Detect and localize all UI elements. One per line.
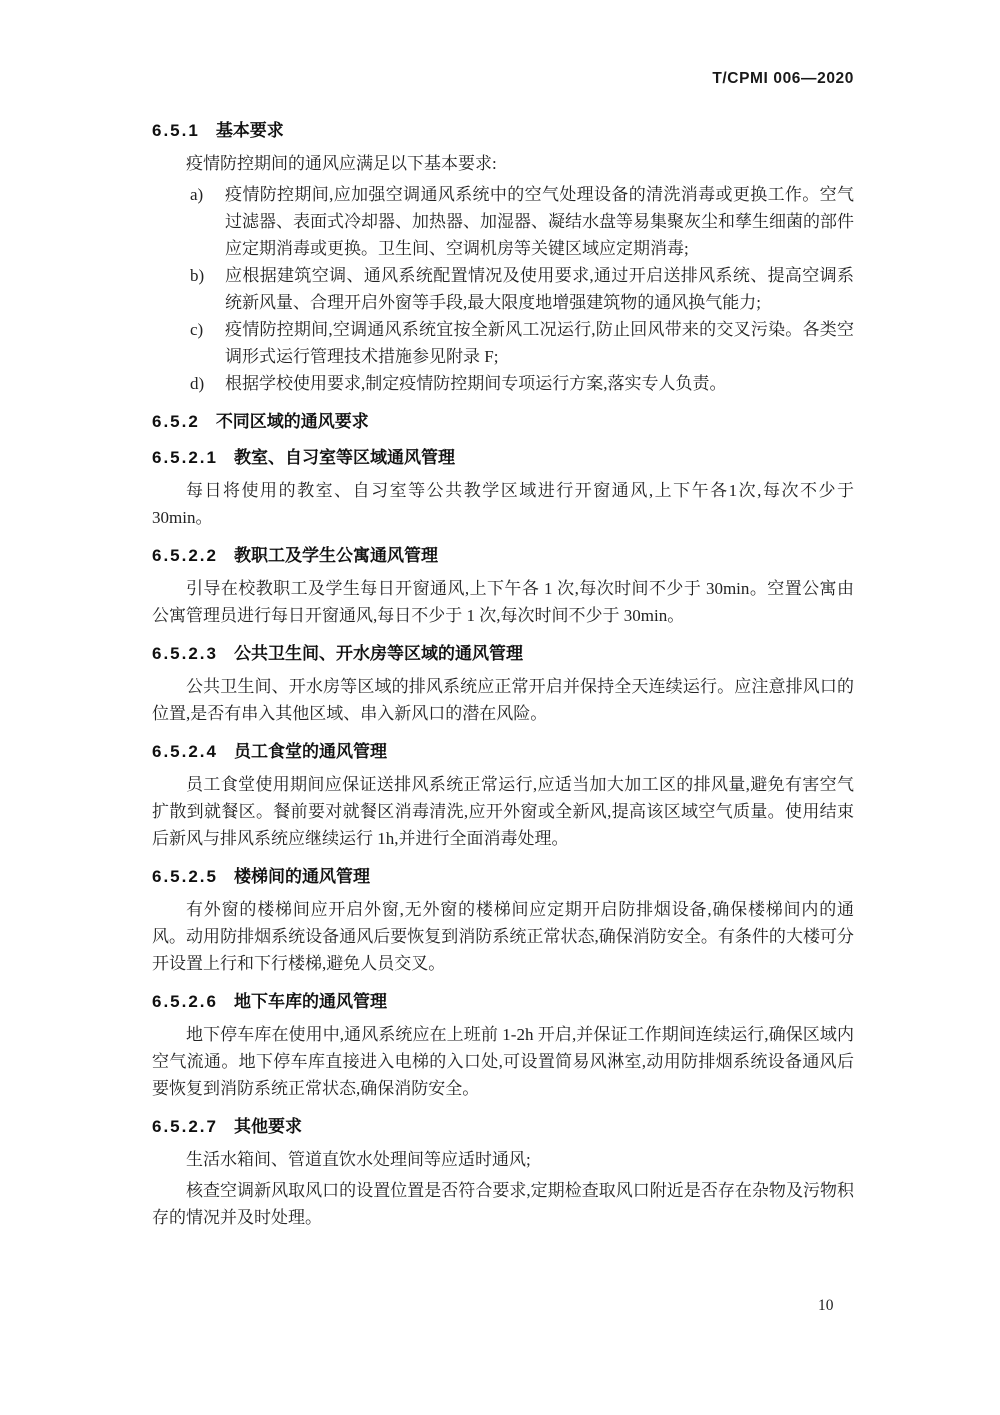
section-title: 基本要求 (215, 121, 284, 140)
section-number: 6.5.2.2 (152, 546, 218, 565)
standard-code: T/CPMI 006—2020 (712, 70, 854, 87)
list-item-text: 疫情防控期间,应加强空调通风系统中的空气处理设备的清洗消毒或更换工作。空气过滤器、表面式冷却器、加热器、加湿器、凝结水盘等易集聚灰尘和孳生细菌的部件应定期消毒或更换。卫生间、空调机房等关键区域应定期消毒; (225, 185, 854, 258)
section-heading-6.5.2.2 (152, 545, 854, 567)
paragraph: 生活水箱间、管道直饮水处理间等应适时通风; (186, 1150, 531, 1169)
list-item-marker: c) (190, 320, 204, 339)
list-item-text: 疫情防控期间,空调通风系统宜按全新风工况运行,防止回风带来的交叉污染。各类空调形式运行管理技术措施参见附录 F; (225, 320, 854, 366)
section-heading-6.5.2.3 (152, 643, 854, 665)
section-heading-6.5.2.5 (152, 866, 854, 888)
paragraph: 每日将使用的教室、自习室等公共教学区域进行开窗通风,上下午各1次,每次不少于30min。 (152, 481, 854, 527)
section-title: 员工食堂的通风管理 (234, 742, 387, 761)
paragraph: 疫情防控期间的通风应满足以下基本要求: (186, 154, 497, 173)
list-item-b (152, 262, 854, 316)
section-title: 地下车库的通风管理 (234, 992, 387, 1011)
section-heading-6.5.2.7 (152, 1116, 854, 1138)
lettered-list (152, 181, 854, 397)
section-heading-6.5.2 (152, 411, 854, 433)
list-item-marker: b) (190, 266, 205, 285)
paragraph: 地下停车库在使用中,通风系统应在上班前 1-2h 开启,并保证工作期间连续运行,确保区域内空气流通。地下停车库直接进入电梯的入口处,可设置简易风淋室,动用防排烟系统设备通风后要恢复到消防系统正常状态,确保消防安全。 (152, 1025, 854, 1098)
section-title: 公共卫生间、开水房等区域的通风管理 (234, 644, 523, 663)
paragraph: 核查空调新风取风口的设置位置是否符合要求,定期检查取风口附近是否存在杂物及污物积存的情况并及时处理。 (152, 1181, 854, 1227)
section-heading-6.5.1 (152, 120, 854, 142)
list-item-c (152, 316, 854, 370)
paragraph: 员工食堂使用期间应保证送排风系统正常运行,应适当加大加工区的排风量,避免有害空气扩散到就餐区。餐前要对就餐区消毒清洗,应开外窗或全新风,提高该区域空气质量。使用结束后新风与排风系统应继续运行 1h,并进行全面消毒处理。 (152, 775, 854, 848)
list-item-text: 应根据建筑空调、通风系统配置情况及使用要求,通过开启送排风系统、提高空调系统新风量、合理开启外窗等手段,最大限度地增强建筑物的通风换气能力; (225, 266, 854, 312)
section-heading-6.5.2.4 (152, 741, 854, 763)
section-title: 教室、自习室等区域通风管理 (234, 448, 455, 467)
section-title: 不同区域的通风要求 (215, 412, 369, 431)
section-number: 6.5.2.1 (152, 448, 218, 467)
document-content (152, 0, 854, 1235)
section-number: 6.5.2.4 (152, 742, 218, 761)
section-number: 6.5.2.3 (152, 644, 218, 663)
list-item-a (152, 181, 854, 262)
section-title: 其他要求 (234, 1117, 302, 1136)
section-number: 6.5.2 (152, 412, 200, 431)
section-title: 教职工及学生公寓通风管理 (234, 546, 438, 565)
section-heading-6.5.2.1 (152, 447, 854, 469)
paragraph: 有外窗的楼梯间应开启外窗,无外窗的楼梯间应定期开启防排烟设备,确保楼梯间内的通风。动用防排烟系统设备通风后要恢复到消防系统正常状态,确保消防安全。有条件的大楼可分开设置上行和下行楼梯,避免人员交叉。 (152, 900, 854, 973)
page-number: 10 (818, 1297, 834, 1314)
section-number: 6.5.2.7 (152, 1117, 218, 1136)
paragraph: 公共卫生间、开水房等区域的排风系统应正常开启并保持全天连续运行。应注意排风口的位置,是否有串入其他区域、串入新风口的潜在风险。 (152, 677, 854, 723)
section-title: 楼梯间的通风管理 (234, 867, 370, 886)
section-number: 6.5.2.5 (152, 867, 218, 886)
section-number: 6.5.1 (152, 121, 200, 140)
section-number: 6.5.2.6 (152, 992, 218, 1011)
list-item-d (152, 370, 854, 397)
section-heading-6.5.2.6 (152, 991, 854, 1013)
list-item-text: 根据学校使用要求,制定疫情防控期间专项运行方案,落实专人负责。 (225, 374, 727, 393)
list-item-marker: d) (190, 374, 205, 393)
paragraph: 引导在校教职工及学生每日开窗通风,上下午各 1 次,每次时间不少于 30min。空置公寓由公寓管理员进行每日开窗通风,每日不少于 1 次,每次时间不少于 30min。 (152, 579, 854, 625)
list-item-marker: a) (190, 185, 204, 204)
